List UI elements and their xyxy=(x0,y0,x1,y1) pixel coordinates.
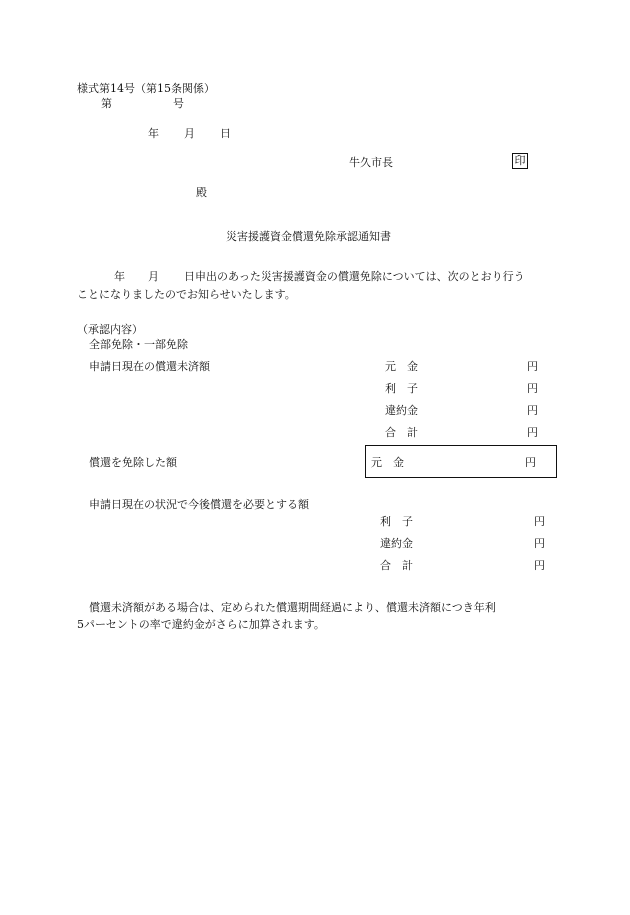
note-line1: 償還未済額がある場合は、定められた償還期間経過により、償還未済額につき年利 xyxy=(89,601,496,614)
unpaid-principal-unit: 円 xyxy=(527,360,538,373)
required-total-unit: 円 xyxy=(534,559,545,572)
unpaid-interest-label: 利 子 xyxy=(385,382,418,395)
document-number-suffix: 号 xyxy=(173,97,184,110)
body-text-line2: ことになりましたのでお知らせいたします。 xyxy=(77,288,296,301)
unpaid-interest-unit: 円 xyxy=(527,382,538,395)
body-date-month: 月 xyxy=(148,270,159,283)
body-text-line1: 日申出のあった災害援護資金の償還免除については、次のとおり行う xyxy=(184,270,525,283)
form-number: 様式第14号（第15条関係） xyxy=(77,82,215,95)
date-day: 日 xyxy=(220,127,231,140)
exemption-type: 全部免除・一部免除 xyxy=(89,338,188,351)
unpaid-penalty-label: 違約金 xyxy=(385,404,418,417)
required-penalty-label: 違約金 xyxy=(380,537,413,550)
exempted-principal-label: 元 金 xyxy=(371,456,404,469)
date-month: 月 xyxy=(184,127,195,140)
unpaid-total-unit: 円 xyxy=(527,426,538,439)
document-number-prefix: 第 xyxy=(101,97,112,110)
note-line2: 5パーセントの率で違約金がさらに加算されます。 xyxy=(77,618,325,631)
exempted-amount-label: 償還を免除した額 xyxy=(89,456,177,469)
date-year: 年 xyxy=(148,127,159,140)
required-penalty-unit: 円 xyxy=(534,537,545,550)
unpaid-penalty-unit: 円 xyxy=(527,404,538,417)
unpaid-principal-label: 元 金 xyxy=(385,360,418,373)
seal-mark: 印 xyxy=(512,153,528,169)
document-title: 災害援護資金償還免除承認通知書 xyxy=(226,230,391,243)
addressee-suffix: 殿 xyxy=(196,186,207,199)
required-interest-label: 利 子 xyxy=(380,515,413,528)
approval-heading: （承認内容） xyxy=(77,323,143,336)
required-total-label: 合 計 xyxy=(380,559,413,572)
issuer: 牛久市長 xyxy=(349,156,393,169)
unpaid-amount-label: 申請日現在の償還未済額 xyxy=(89,360,210,373)
exempted-principal-unit: 円 xyxy=(525,456,536,469)
body-date-year: 年 xyxy=(114,270,125,283)
required-amount-label: 申請日現在の状況で今後償還を必要とする額 xyxy=(89,498,309,511)
required-interest-unit: 円 xyxy=(534,515,545,528)
unpaid-total-label: 合 計 xyxy=(385,426,418,439)
